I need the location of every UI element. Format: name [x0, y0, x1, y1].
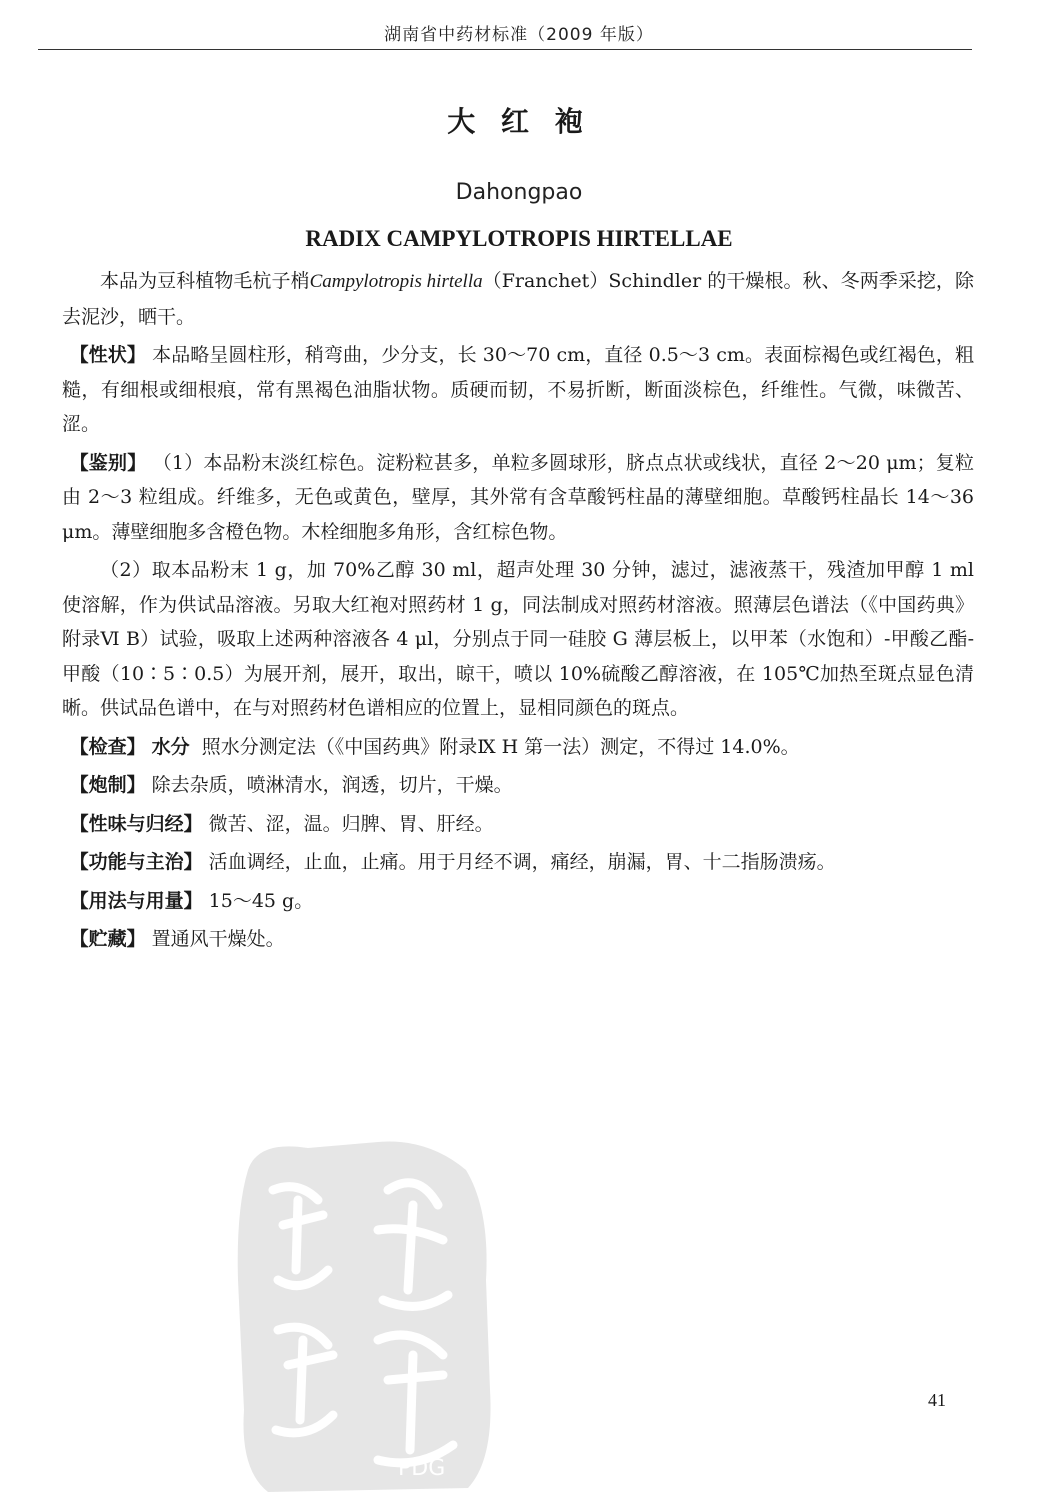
section-text: 置通风干燥处。: [151, 928, 285, 950]
identification-paragraph-2: [62, 553, 974, 726]
intro-rest: （Franchet）Schindler 的干燥根。秋、冬两季采挖，除去泥沙，晒干。: [62, 270, 974, 328]
section-inspection: [62, 730, 974, 765]
section-text: 照水分测定法（《中国药典》附录Ⅸ H 第一法）测定，不得过 14.0%。: [201, 735, 800, 758]
species-name: Campylotropis hirtella: [309, 271, 483, 292]
intro-lead: 本品为豆科植物毛杭子梢: [100, 270, 310, 292]
section-sub-label: 水分: [151, 735, 190, 758]
library-seal-watermark: [228, 1130, 498, 1500]
entry-latin-name: RADIX CAMPYLOTROPIS HIRTELLAE: [305, 226, 733, 251]
entry-pinyin: Dahongpao: [455, 180, 583, 205]
section-text: （1）本品粉末淡红棕色。淀粉粒甚多，单粒多圆球形，脐点点状或线状，直径 2～20 μm；复粒由 2～3 粒组成。纤维多，无色或黄色，壁厚，其外常有含草酸钙柱晶的薄壁细胞。草酸钙柱晶长 14～36 μm。薄壁细胞多含橙色物。木栓细胞多角形，含红棕色物。: [62, 451, 974, 543]
section-label: 【性味与归经】: [69, 812, 203, 835]
section-text: （2）取本品粉末 1 g，加 70%乙醇 30 ml，超声处理 30 分钟，滤过，滤液蒸干，残渣加甲醇 1 ml 使溶解，作为供试品溶液。另取大红袍对照药材 1 g，同法制成对照药材溶液。照薄层色谱法（《中国药典》附录Ⅵ B）试验，吸取上述两种溶液各 4 μl，分别点于同一硅胶 G 薄层板上，以甲苯（水饱和）-甲酸乙酯-甲酸（10∶5∶0.5）为展开剂，展开，取出，晾干，喷以 10%硫酸乙醇溶液，在 105℃加热至斑点显色清晰。供试品色谱中，在与对照药材色谱相应的位置上，显相同颜色的斑点。: [62, 559, 974, 719]
section-label: 【用法与用量】: [69, 889, 203, 912]
section-label: 【检查】: [69, 735, 146, 758]
section-label: 【性状】: [69, 344, 146, 366]
section-text: 15～45 g。: [208, 889, 314, 912]
section-text: 除去杂质，喷淋清水，润透，切片，干燥。: [151, 774, 513, 796]
section-text: 微苦、涩，温。归脾、胃、肝经。: [208, 812, 494, 835]
running-header: 湖南省中药材标准（2009 年版）: [384, 25, 654, 45]
header-rule: [38, 49, 972, 50]
section-label: 【炮制】: [69, 774, 146, 796]
section-processing: [62, 768, 974, 803]
section-text: 本品略呈圆柱形，稍弯曲，少分支，长 30～70 cm，直径 0.5～3 cm。表面棕褐色或红褐色，粗糙，有细根或细根痕，常有黑褐色油脂状物。质硬而韧，不易折断，断面淡棕色，纤维性。气微，味微苦、涩。: [62, 344, 974, 435]
section-dosage: [62, 884, 974, 919]
section-identification: [62, 446, 974, 550]
seal-text: PDG: [398, 1456, 446, 1481]
section-label: 【贮藏】: [69, 928, 146, 950]
section-label: 【鉴别】: [69, 451, 147, 474]
section-nature: [62, 807, 974, 842]
entry-title: 大 红 袍: [447, 105, 591, 138]
section-text: 活血调经，止血，止痛。用于月经不调，痛经，崩漏，胃、十二指肠溃疡。: [208, 851, 836, 873]
intro-paragraph: [62, 264, 974, 334]
section-storage: [62, 922, 974, 957]
section-functions: [62, 845, 974, 880]
page-number: 41: [928, 1390, 946, 1410]
monograph-body: [62, 264, 974, 961]
section-description: [62, 338, 974, 442]
section-label: 【功能与主治】: [69, 851, 203, 873]
seal-shape: [238, 1142, 491, 1492]
